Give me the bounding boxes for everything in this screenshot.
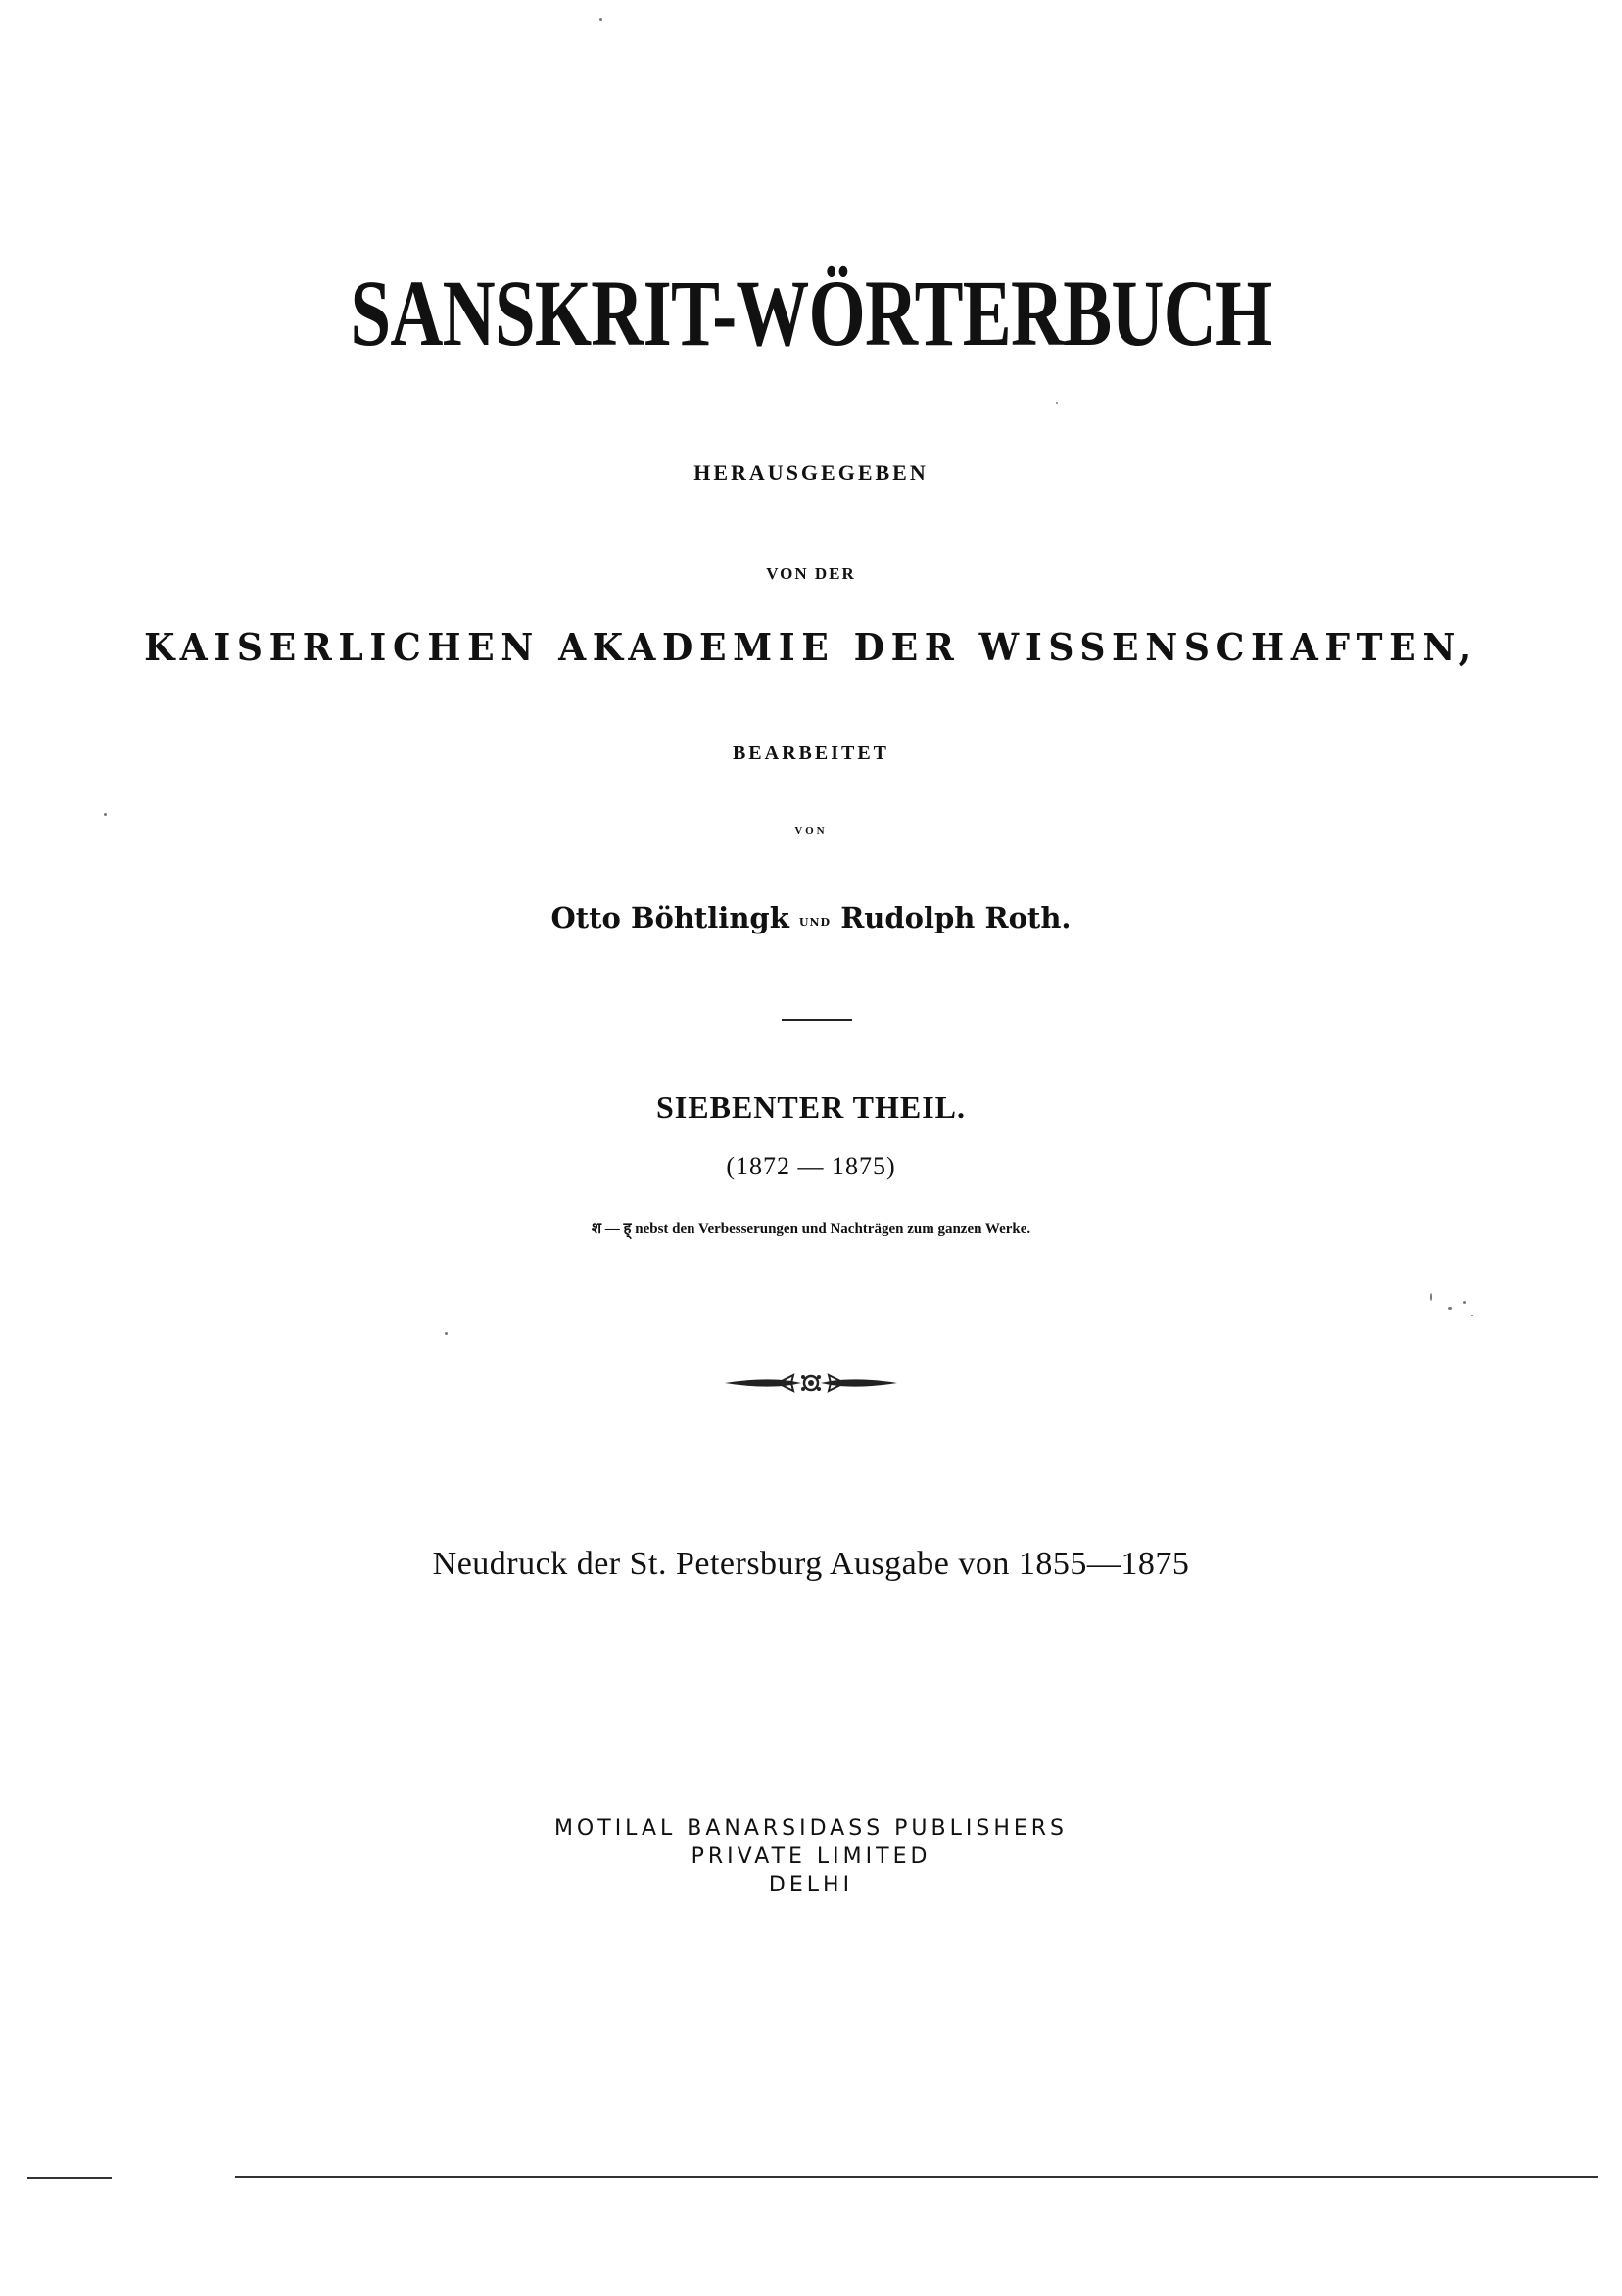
paper-speck bbox=[1448, 1307, 1452, 1310]
authors bbox=[0, 901, 1622, 934]
paper-speck bbox=[1463, 1301, 1466, 1304]
footer-rule-right bbox=[235, 2176, 1598, 2178]
author-first: Otto Böhtlingk bbox=[550, 901, 789, 934]
paper-speck bbox=[104, 813, 107, 816]
von-der-label: VON DER bbox=[766, 564, 856, 583]
paper-speck bbox=[1056, 402, 1058, 404]
paper-speck bbox=[1471, 1315, 1473, 1316]
von-label: VON bbox=[794, 825, 828, 837]
ornamental-flourish-icon bbox=[723, 1363, 899, 1403]
volume-years: (1872 — 1875) bbox=[726, 1152, 896, 1180]
publisher-type: PRIVATE LIMITED bbox=[691, 1844, 931, 1869]
book-title: SANSKRIT-WÖRTERBUCH bbox=[350, 261, 1272, 365]
bearbeitet-label: BEARBEITET bbox=[732, 742, 890, 764]
divider-rule bbox=[782, 1019, 852, 1021]
paper-speck bbox=[1430, 1293, 1432, 1301]
volume-range: श — ह् nebst den Verbesserungen und Nachträgen zum ganzen Werke. bbox=[591, 1221, 1031, 1237]
paper-speck bbox=[599, 18, 602, 21]
publisher-city: DELHI bbox=[768, 1873, 854, 1897]
footer-rule-left bbox=[27, 2177, 112, 2179]
academy-name: KAISERLICHEN AKADEMIE DER WISSENSCHAFTEN, bbox=[144, 625, 1478, 669]
author-second: Rudolph Roth. bbox=[840, 901, 1072, 934]
publisher-name: MOTILAL BANARSIDASS PUBLISHERS bbox=[553, 1816, 1069, 1841]
herausgegeben-label: HERAUSGEGEBEN bbox=[693, 460, 929, 485]
reprint-note: Neudruck der St. Petersburg Ausgabe von 1855—1875 bbox=[432, 1546, 1190, 1582]
volume-label: SIEBENTER THEIL. bbox=[656, 1089, 966, 1124]
paper-speck bbox=[445, 1332, 448, 1335]
authors-und: UND bbox=[798, 916, 832, 929]
